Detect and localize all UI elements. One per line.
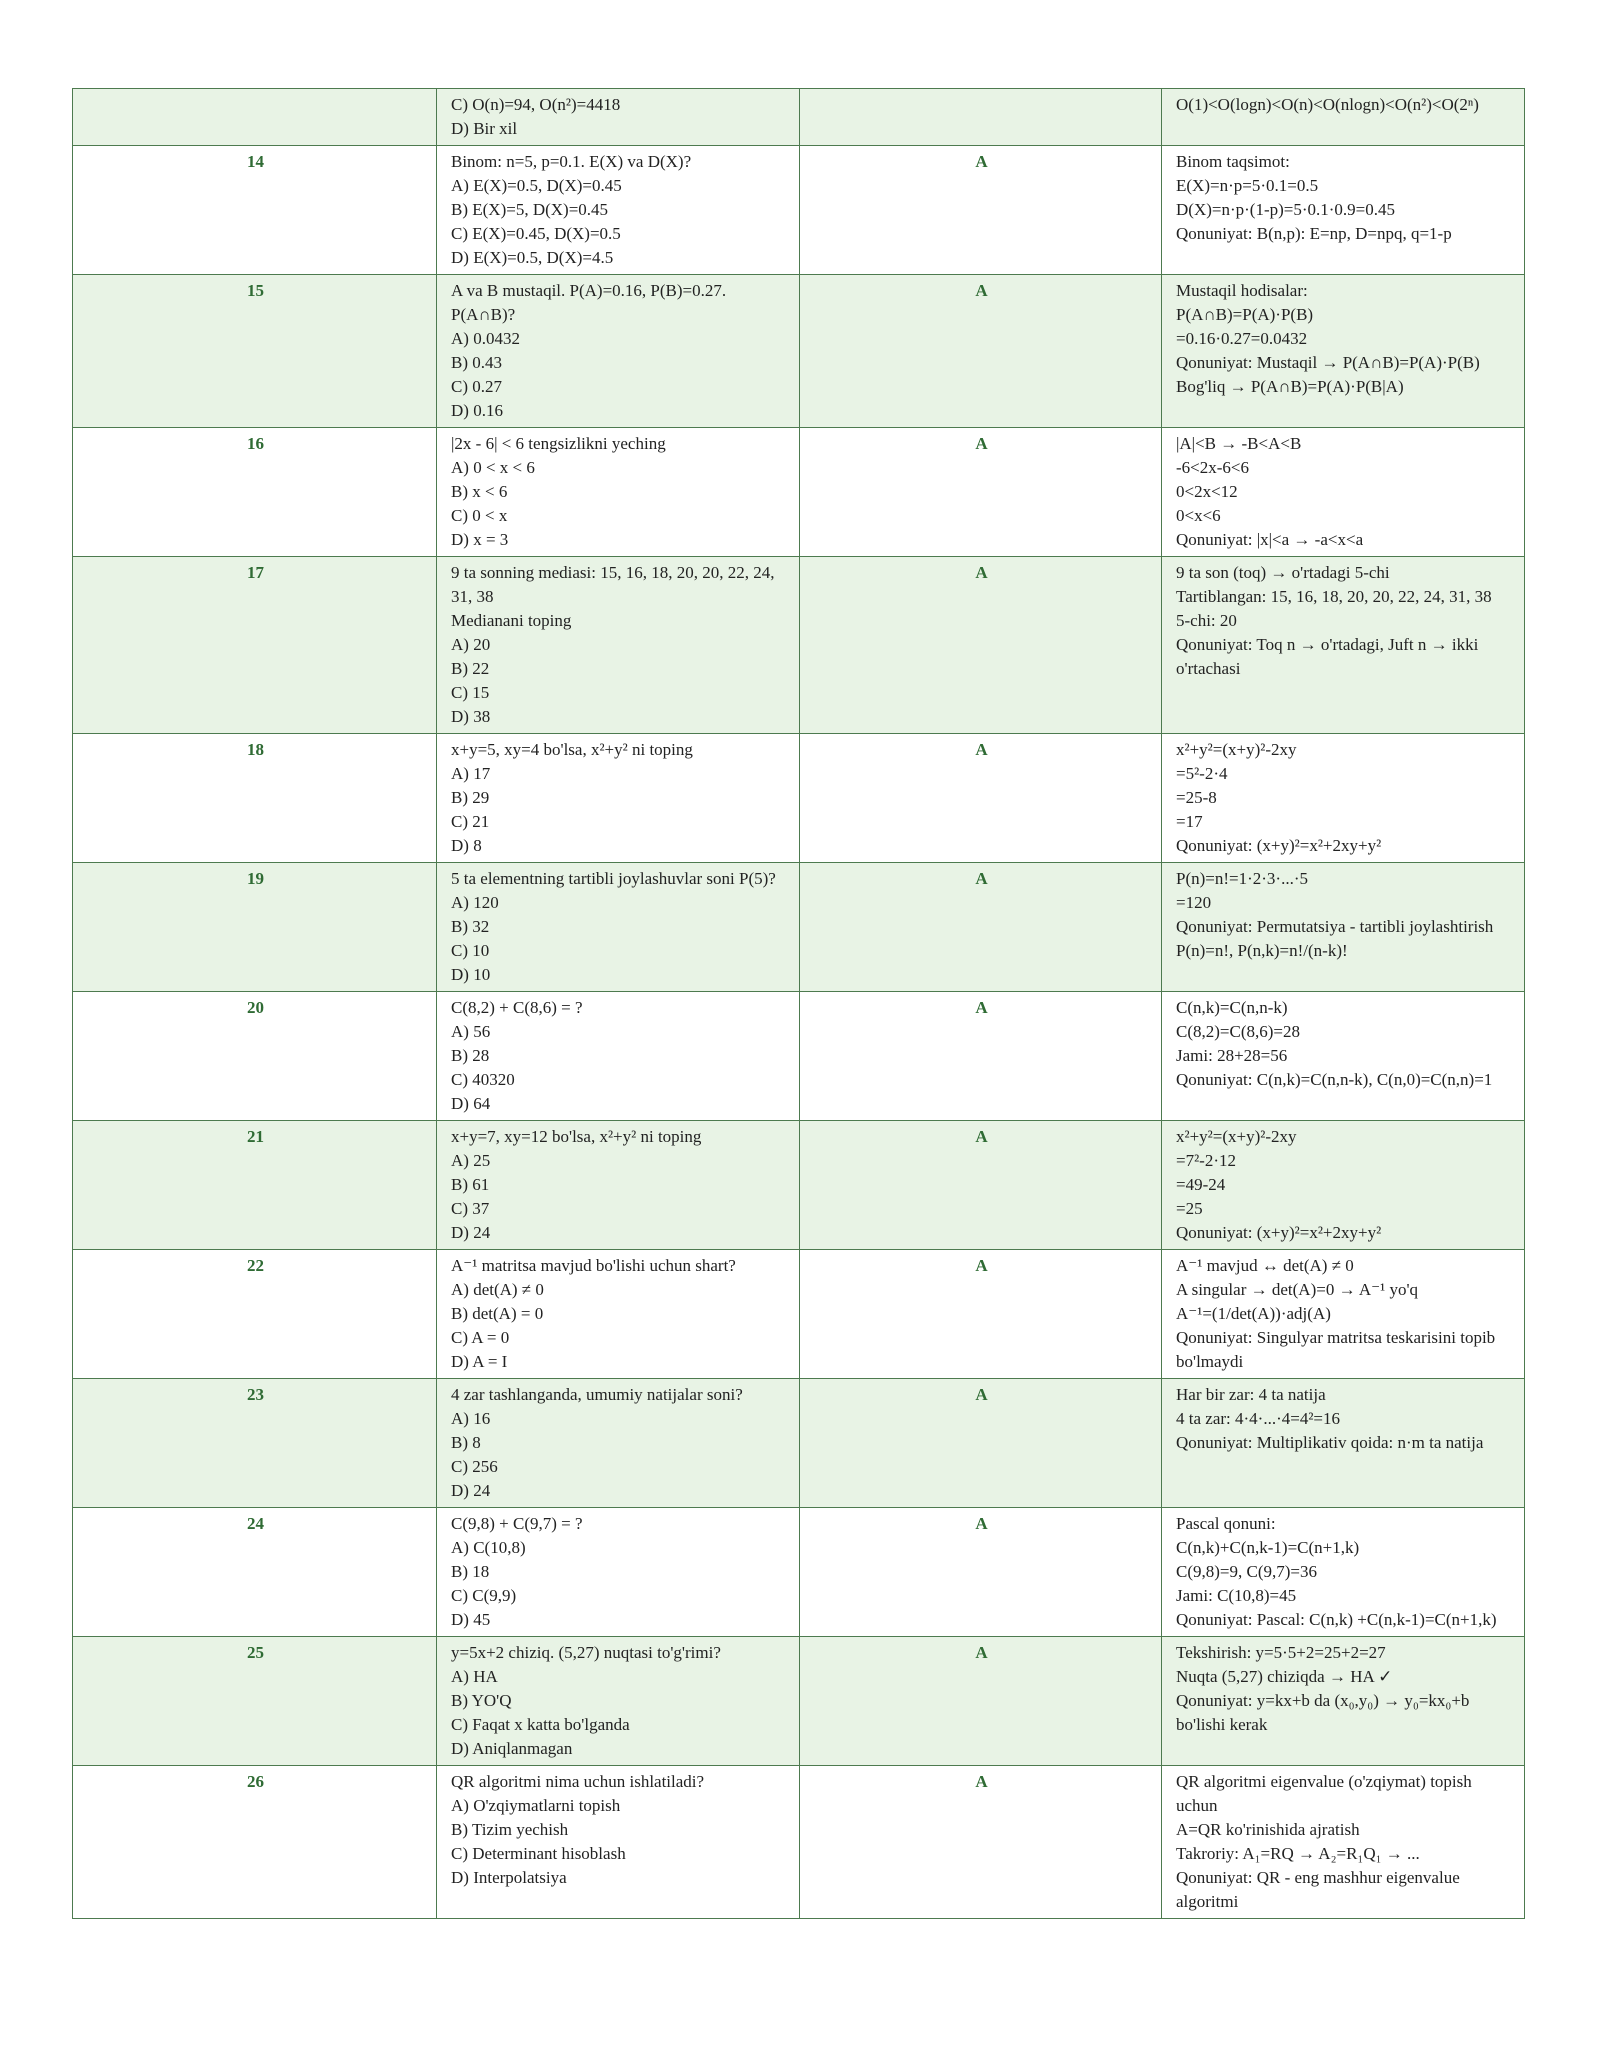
explanation-line: Bog'liq → P(A∩B)=P(A)·P(B|A) bbox=[1176, 377, 1404, 396]
explanation-line: =5²-2·4 bbox=[1176, 764, 1228, 783]
question-number: 14 bbox=[73, 146, 437, 275]
answer-cell: A bbox=[800, 1121, 1162, 1250]
answer-cell: A bbox=[800, 1766, 1162, 1919]
explanation-line: 0<x<6 bbox=[1176, 506, 1221, 525]
explanation-line: C(n,k)+C(n,k-1)=C(n+1,k) bbox=[1176, 1538, 1360, 1557]
option-line: D) 24 bbox=[451, 1481, 491, 1500]
explanation-line: Jami: C(10,8)=45 bbox=[1176, 1586, 1297, 1605]
answer-table bbox=[72, 88, 1525, 1919]
explanation-line: x²+y²=(x+y)²-2xy bbox=[1176, 1127, 1297, 1146]
option-line: A) E(X)=0.5, D(X)=0.45 bbox=[451, 176, 622, 195]
explanation-line: C(9,8)=9, C(9,7)=36 bbox=[1176, 1562, 1317, 1581]
explanation-line: |A|<B → -B<A<B bbox=[1176, 434, 1302, 453]
option-line: D) Interpolatsiya bbox=[451, 1868, 567, 1887]
option-line: B) x < 6 bbox=[451, 482, 508, 501]
table-row bbox=[73, 992, 1525, 1121]
explanation-line: Qonuniyat: (x+y)²=x²+2xy+y² bbox=[1176, 836, 1382, 855]
question-number: 21 bbox=[73, 1121, 437, 1250]
explanation-line: A⁻¹=(1/det(A))·adj(A) bbox=[1176, 1304, 1331, 1323]
option-line: D) 10 bbox=[451, 965, 491, 984]
table-row bbox=[73, 89, 1525, 146]
explanation-line: Qonuniyat: Pascal: C(n,k) +C(n,k-1)=C(n+1,k) bbox=[1176, 1610, 1497, 1629]
question-number: 18 bbox=[73, 734, 437, 863]
question-text: C) O(n)=94, O(n²)=4418 bbox=[451, 95, 621, 114]
table-row bbox=[73, 1121, 1525, 1250]
explanation-line: Nuqta (5,27) chiziqda → HA ✓ bbox=[1176, 1667, 1393, 1686]
question-cell bbox=[437, 1379, 800, 1508]
explanation-cell bbox=[1162, 89, 1525, 146]
explanation-line: 4 ta zar: 4·4·...·4=4²=16 bbox=[1176, 1409, 1340, 1428]
option-line: B) YO'Q bbox=[451, 1691, 512, 1710]
option-line: B) 18 bbox=[451, 1562, 490, 1581]
option-line: C) A = 0 bbox=[451, 1328, 510, 1347]
explanation-cell bbox=[1162, 146, 1525, 275]
explanation-line: 5-chi: 20 bbox=[1176, 611, 1237, 630]
explanation-cell bbox=[1162, 1121, 1525, 1250]
option-line: A) 0 < x < 6 bbox=[451, 458, 535, 477]
option-line: D) 38 bbox=[451, 707, 491, 726]
option-line: D) 64 bbox=[451, 1094, 491, 1113]
option-line: B) E(X)=5, D(X)=0.45 bbox=[451, 200, 609, 219]
explanation-line: A=QR ko'rinishida ajratish bbox=[1176, 1820, 1360, 1839]
option-line: D) A = I bbox=[451, 1352, 508, 1371]
question-number: 25 bbox=[73, 1637, 437, 1766]
answer-table-body bbox=[73, 89, 1525, 1919]
question-text: 5 ta elementning tartibli joylashuvlar soni P(5)? bbox=[451, 869, 776, 888]
explanation-line: P(n)=n!=1·2·3·...·5 bbox=[1176, 869, 1309, 888]
option-line: D) 8 bbox=[451, 836, 482, 855]
explanation-line: =25-8 bbox=[1176, 788, 1217, 807]
explanation-line: A singular → det(A)=0 → A⁻¹ yo'q bbox=[1176, 1280, 1419, 1299]
table-row bbox=[73, 1379, 1525, 1508]
option-line: C) 10 bbox=[451, 941, 490, 960]
explanation-line: Takroriy: A₁=RQ → A₂=R₁Q₁ → ... bbox=[1176, 1844, 1420, 1863]
table-row bbox=[73, 863, 1525, 992]
explanation-line: =120 bbox=[1176, 893, 1212, 912]
explanation-line: Mustaqil hodisalar: bbox=[1176, 281, 1308, 300]
option-line: C) Determinant hisoblash bbox=[451, 1844, 626, 1863]
option-line: B) 8 bbox=[451, 1433, 481, 1452]
question-cell bbox=[437, 1250, 800, 1379]
option-line: B) 0.43 bbox=[451, 353, 502, 372]
answer-cell: A bbox=[800, 275, 1162, 428]
table-row bbox=[73, 275, 1525, 428]
explanation-cell bbox=[1162, 557, 1525, 734]
explanation-line: Qonuniyat: Multiplikativ qoida: n·m ta natija bbox=[1176, 1433, 1484, 1452]
explanation-line: Tartiblangan: 15, 16, 18, 20, 20, 22, 24, 31, 38 bbox=[1176, 587, 1492, 606]
explanation-cell bbox=[1162, 1379, 1525, 1508]
explanation-cell bbox=[1162, 992, 1525, 1121]
explanation-line: Tekshirish: y=5·5+2=25+2=27 bbox=[1176, 1643, 1386, 1662]
answer-cell: A bbox=[800, 734, 1162, 863]
option-line: C) 15 bbox=[451, 683, 490, 702]
answer-cell: A bbox=[800, 1637, 1162, 1766]
option-line: D) x = 3 bbox=[451, 530, 509, 549]
option-line: C) 0 < x bbox=[451, 506, 508, 525]
option-line: D) 45 bbox=[451, 1610, 491, 1629]
explanation-cell bbox=[1162, 428, 1525, 557]
question-text: x+y=5, xy=4 bo'lsa, x²+y² ni toping bbox=[451, 740, 693, 759]
answer-cell bbox=[800, 89, 1162, 146]
question-text: y=5x+2 chiziq. (5,27) nuqtasi to'g'rimi? bbox=[451, 1643, 721, 1662]
option-line: A) det(A) ≠ 0 bbox=[451, 1280, 544, 1299]
option-line: D) 0.16 bbox=[451, 401, 503, 420]
table-row bbox=[73, 734, 1525, 863]
answer-cell: A bbox=[800, 1508, 1162, 1637]
explanation-line: =49-24 bbox=[1176, 1175, 1226, 1194]
question-text: A va B mustaqil. P(A)=0.16, P(B)=0.27. P(A∩B)? bbox=[451, 281, 727, 324]
explanation-line: =17 bbox=[1176, 812, 1203, 831]
option-line: A) 25 bbox=[451, 1151, 491, 1170]
answer-cell: A bbox=[800, 863, 1162, 992]
question-number: 17 bbox=[73, 557, 437, 734]
option-line: B) Tizim yechish bbox=[451, 1820, 569, 1839]
option-line: C) 40320 bbox=[451, 1070, 515, 1089]
question-number: 22 bbox=[73, 1250, 437, 1379]
question-cell bbox=[437, 146, 800, 275]
explanation-line: Qonuniyat: B(n,p): E=np, D=npq, q=1-p bbox=[1176, 224, 1452, 243]
explanation-line: =7²-2·12 bbox=[1176, 1151, 1237, 1170]
option-line: A) HA bbox=[451, 1667, 498, 1686]
option-line: A) 16 bbox=[451, 1409, 491, 1428]
option-line: C) E(X)=0.45, D(X)=0.5 bbox=[451, 224, 621, 243]
answer-cell: A bbox=[800, 146, 1162, 275]
explanation-line: C(n,k)=C(n,n-k) bbox=[1176, 998, 1288, 1017]
explanation-line: Qonuniyat: Toq n → o'rtadagi, Juft n → ikki o'rtachasi bbox=[1176, 635, 1479, 678]
option-line: C) C(9,9) bbox=[451, 1586, 517, 1605]
option-line: D) Bir xil bbox=[451, 119, 518, 138]
explanation-line: =25 bbox=[1176, 1199, 1203, 1218]
explanation-cell bbox=[1162, 275, 1525, 428]
explanation-line: QR algoritmi eigenvalue (o'zqiymat) topish uchun bbox=[1176, 1772, 1472, 1815]
question-text: 9 ta sonning mediasi: 15, 16, 18, 20, 20, 22, 24, 31, 38 bbox=[451, 563, 775, 606]
option-line: C) 21 bbox=[451, 812, 490, 831]
answer-cell: A bbox=[800, 1379, 1162, 1508]
question-number: 15 bbox=[73, 275, 437, 428]
question-cell bbox=[437, 1508, 800, 1637]
explanation-line: Qonuniyat: (x+y)²=x²+2xy+y² bbox=[1176, 1223, 1382, 1242]
table-row bbox=[73, 146, 1525, 275]
question-number: 20 bbox=[73, 992, 437, 1121]
question-text: A⁻¹ matritsa mavjud bo'lishi uchun shart? bbox=[451, 1256, 736, 1275]
question-number: 19 bbox=[73, 863, 437, 992]
explanation-line: D(X)=n·p·(1-p)=5·0.1·0.9=0.45 bbox=[1176, 200, 1396, 219]
explanation-cell bbox=[1162, 1766, 1525, 1919]
table-row bbox=[73, 1637, 1525, 1766]
explanation-line: Qonuniyat: C(n,k)=C(n,n-k), C(n,0)=C(n,n)=1 bbox=[1176, 1070, 1493, 1089]
question-cell bbox=[437, 89, 800, 146]
explanation-line: 0<2x<12 bbox=[1176, 482, 1238, 501]
option-line: B) 22 bbox=[451, 659, 490, 678]
explanation-line: Binom taqsimot: bbox=[1176, 152, 1290, 171]
table-row bbox=[73, 1766, 1525, 1919]
table-row bbox=[73, 557, 1525, 734]
option-line: D) E(X)=0.5, D(X)=4.5 bbox=[451, 248, 614, 267]
explanation-line: 9 ta son (toq) → o'rtadagi 5-chi bbox=[1176, 563, 1390, 582]
option-line: A) 20 bbox=[451, 635, 491, 654]
option-line: D) Aniqlanmagan bbox=[451, 1739, 573, 1758]
answer-cell: A bbox=[800, 428, 1162, 557]
explanation-line: C(8,2)=C(8,6)=28 bbox=[1176, 1022, 1300, 1041]
question-cell bbox=[437, 428, 800, 557]
answer-cell: A bbox=[800, 1250, 1162, 1379]
explanation-line: -6<2x-6<6 bbox=[1176, 458, 1249, 477]
option-line: C) Faqat x katta bo'lganda bbox=[451, 1715, 630, 1734]
explanation-line: P(A∩B)=P(A)·P(B) bbox=[1176, 305, 1314, 324]
option-line: A) C(10,8) bbox=[451, 1538, 526, 1557]
explanation-line: P(n)=n!, P(n,k)=n!/(n-k)! bbox=[1176, 941, 1348, 960]
question-text: C(8,2) + C(8,6) = ? bbox=[451, 998, 583, 1017]
question-text: C(9,8) + C(9,7) = ? bbox=[451, 1514, 583, 1533]
question-cell bbox=[437, 734, 800, 863]
explanation-line: O(1)<O(logn)<O(n)<O(nlogn)<O(n²)<O(2ⁿ) bbox=[1176, 95, 1479, 114]
explanation-line: E(X)=n·p=5·0.1=0.5 bbox=[1176, 176, 1319, 195]
table-row bbox=[73, 1508, 1525, 1637]
question-number: 26 bbox=[73, 1766, 437, 1919]
explanation-line: Qonuniyat: y=kx+b da (x₀,y₀) → y₀=kx₀+b bo'lishi kerak bbox=[1176, 1691, 1470, 1734]
explanation-line: Jami: 28+28=56 bbox=[1176, 1046, 1288, 1065]
option-line: A) O'zqiymatlarni topish bbox=[451, 1796, 621, 1815]
option-line: B) 28 bbox=[451, 1046, 490, 1065]
question-number bbox=[73, 89, 437, 146]
explanation-line: Qonuniyat: QR - eng mashhur eigenvalue algoritmi bbox=[1176, 1868, 1460, 1911]
table-row bbox=[73, 428, 1525, 557]
question-cell bbox=[437, 1121, 800, 1250]
question-text: 4 zar tashlanganda, umumiy natijalar soni? bbox=[451, 1385, 743, 1404]
explanation-line: Qonuniyat: Permutatsiya - tartibli joylashtirish bbox=[1176, 917, 1494, 936]
question-cell bbox=[437, 1766, 800, 1919]
question-number: 16 bbox=[73, 428, 437, 557]
explanation-line: x²+y²=(x+y)²-2xy bbox=[1176, 740, 1297, 759]
question-cell bbox=[437, 557, 800, 734]
explanation-cell bbox=[1162, 1250, 1525, 1379]
option-line: B) 32 bbox=[451, 917, 490, 936]
explanation-line: Pascal qonuni: bbox=[1176, 1514, 1276, 1533]
option-line: D) 24 bbox=[451, 1223, 491, 1242]
question-cell bbox=[437, 992, 800, 1121]
option-line: B) 29 bbox=[451, 788, 490, 807]
explanation-cell bbox=[1162, 734, 1525, 863]
explanation-cell bbox=[1162, 863, 1525, 992]
question-number: 23 bbox=[73, 1379, 437, 1508]
answer-cell: A bbox=[800, 992, 1162, 1121]
question-text: x+y=7, xy=12 bo'lsa, x²+y² ni toping bbox=[451, 1127, 702, 1146]
question-text: Binom: n=5, p=0.1. E(X) va D(X)? bbox=[451, 152, 692, 171]
option-line: Medianani toping bbox=[451, 611, 572, 630]
table-row bbox=[73, 1250, 1525, 1379]
option-line: C) 256 bbox=[451, 1457, 498, 1476]
explanation-cell bbox=[1162, 1637, 1525, 1766]
explanation-line: Qonuniyat: |x|<a → -a<x<a bbox=[1176, 530, 1364, 549]
question-cell bbox=[437, 275, 800, 428]
explanation-cell bbox=[1162, 1508, 1525, 1637]
option-line: A) 0.0432 bbox=[451, 329, 520, 348]
question-number: 24 bbox=[73, 1508, 437, 1637]
question-text: |2x - 6| < 6 tengsizlikni yeching bbox=[451, 434, 666, 453]
explanation-line: =0.16·0.27=0.0432 bbox=[1176, 329, 1308, 348]
explanation-line: A⁻¹ mavjud ↔ det(A) ≠ 0 bbox=[1176, 1256, 1354, 1275]
option-line: A) 120 bbox=[451, 893, 499, 912]
option-line: A) 17 bbox=[451, 764, 491, 783]
explanation-line: Qonuniyat: Singulyar matritsa teskarisini topib bo'lmaydi bbox=[1176, 1328, 1496, 1371]
question-cell bbox=[437, 863, 800, 992]
option-line: C) 37 bbox=[451, 1199, 490, 1218]
question-text: QR algoritmi nima uchun ishlatiladi? bbox=[451, 1772, 705, 1791]
option-line: A) 56 bbox=[451, 1022, 491, 1041]
question-cell bbox=[437, 1637, 800, 1766]
explanation-line: Har bir zar: 4 ta natija bbox=[1176, 1385, 1326, 1404]
option-line: C) 0.27 bbox=[451, 377, 502, 396]
answer-cell: A bbox=[800, 557, 1162, 734]
option-line: B) 61 bbox=[451, 1175, 490, 1194]
option-line: B) det(A) = 0 bbox=[451, 1304, 544, 1323]
explanation-line: Qonuniyat: Mustaqil → P(A∩B)=P(A)·P(B) bbox=[1176, 353, 1480, 372]
